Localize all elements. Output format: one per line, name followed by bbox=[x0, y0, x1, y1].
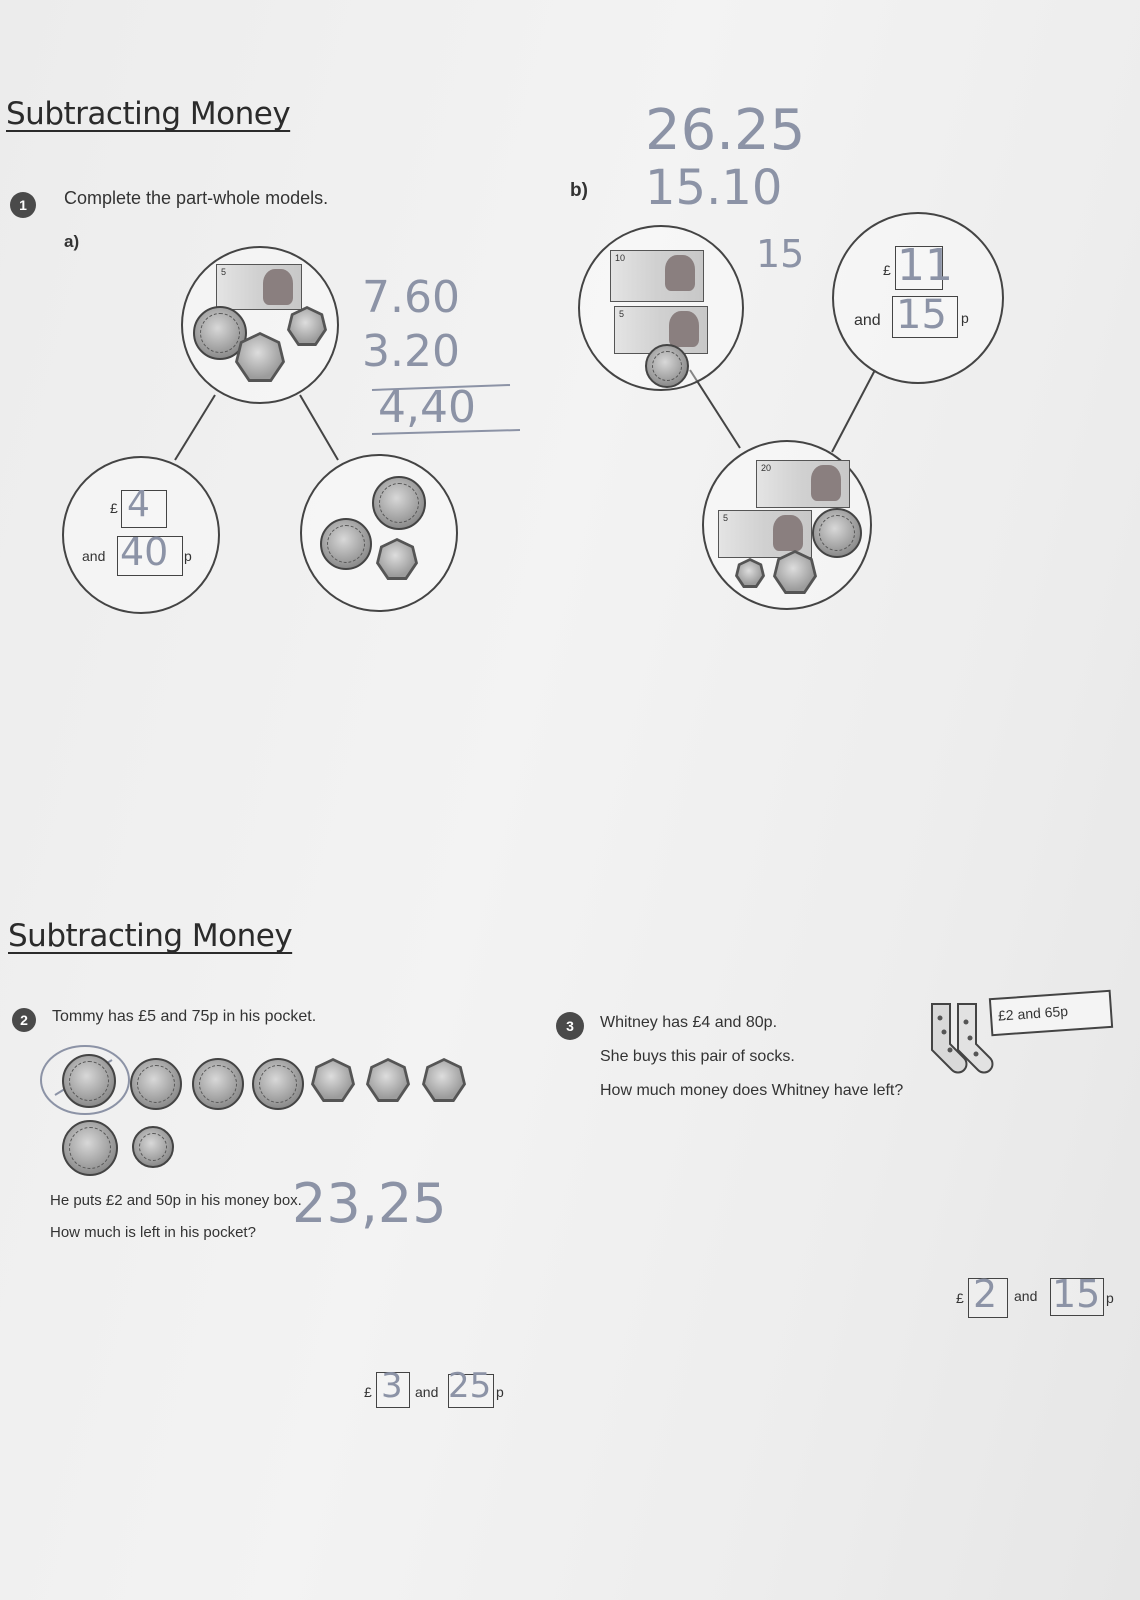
q3-pence-answer: 15 bbox=[1052, 1272, 1101, 1316]
q2-working: 23,25 bbox=[292, 1172, 447, 1235]
p-label: p bbox=[496, 1384, 504, 1400]
page-title-2: Subtracting Money bbox=[8, 918, 293, 954]
q1a-pounds-answer: 4 bbox=[127, 484, 150, 525]
q1a-working-line3: 4,40 bbox=[378, 382, 476, 433]
coin-icon bbox=[62, 1120, 118, 1176]
coin-icon bbox=[192, 1058, 244, 1110]
coin-icon bbox=[132, 1126, 174, 1168]
pound-label: £ bbox=[956, 1290, 964, 1306]
coin-icon bbox=[252, 1058, 304, 1110]
q2-pounds-answer: 3 bbox=[381, 1366, 403, 1406]
p-label: p bbox=[961, 310, 969, 326]
banknote-icon: 10 bbox=[610, 250, 704, 302]
q2-text-2: He puts £2 and 50p in his money box. bbox=[50, 1192, 302, 1209]
q1b-pence-answer: 15 bbox=[896, 292, 947, 338]
q1a-working-line1: 7.60 bbox=[362, 272, 460, 323]
coin-icon bbox=[812, 508, 862, 558]
pound-label: £ bbox=[110, 500, 118, 516]
q1b-label: b) bbox=[570, 180, 588, 201]
q3-pounds-answer: 2 bbox=[973, 1272, 998, 1316]
question-number-3: 3 bbox=[556, 1012, 584, 1040]
q2-pence-answer: 25 bbox=[448, 1366, 492, 1406]
q1b-working-line1: 26.25 bbox=[645, 98, 806, 163]
q2-text-3: How much is left in his pocket? bbox=[50, 1224, 256, 1241]
and-label: and bbox=[854, 312, 881, 329]
q1b-pounds-answer: 11 bbox=[897, 240, 953, 291]
coin-icon bbox=[320, 518, 372, 570]
banknote-icon: 20 bbox=[756, 460, 850, 508]
page-title-1: Subtracting Money bbox=[6, 96, 291, 132]
p-label: p bbox=[1106, 1290, 1114, 1306]
p-label: p bbox=[184, 548, 192, 564]
question-number-1: 1 bbox=[10, 192, 36, 218]
coin-icon bbox=[645, 344, 689, 388]
coin-icon bbox=[130, 1058, 182, 1110]
socks-icon bbox=[920, 1000, 1000, 1080]
question-number-2: 2 bbox=[12, 1008, 36, 1032]
pound-label: £ bbox=[883, 262, 891, 278]
price-tag-label: £2 and 65p bbox=[997, 1002, 1069, 1024]
q2-text-1: Tommy has £5 and 75p in his pocket. bbox=[52, 1008, 317, 1025]
q1a-pence-answer: 40 bbox=[120, 530, 169, 574]
and-label: and bbox=[1014, 1288, 1038, 1304]
coin-icon bbox=[372, 476, 426, 530]
banknote-icon: 5 bbox=[216, 264, 302, 310]
q1b-working-line3: 15 bbox=[756, 232, 805, 276]
and-label: and bbox=[415, 1384, 439, 1400]
q1a-label: a) bbox=[64, 232, 80, 251]
q1-instruction: Complete the part-whole models. bbox=[64, 188, 329, 208]
banknote-icon: 5 bbox=[718, 510, 812, 558]
and-label: and bbox=[82, 548, 106, 564]
pound-label: £ bbox=[364, 1384, 372, 1400]
q3-text-3: How much money does Whitney have left? bbox=[600, 1082, 904, 1099]
q1b-working-line2: 15.10 bbox=[645, 160, 783, 216]
q3-text-1: Whitney has £4 and 80p. bbox=[600, 1014, 778, 1031]
q1a-working-line2: 3.20 bbox=[362, 326, 460, 377]
coin-icon bbox=[62, 1054, 116, 1108]
banknote-icon: 5 bbox=[614, 306, 708, 354]
q3-text-2: She buys this pair of socks. bbox=[600, 1048, 795, 1065]
